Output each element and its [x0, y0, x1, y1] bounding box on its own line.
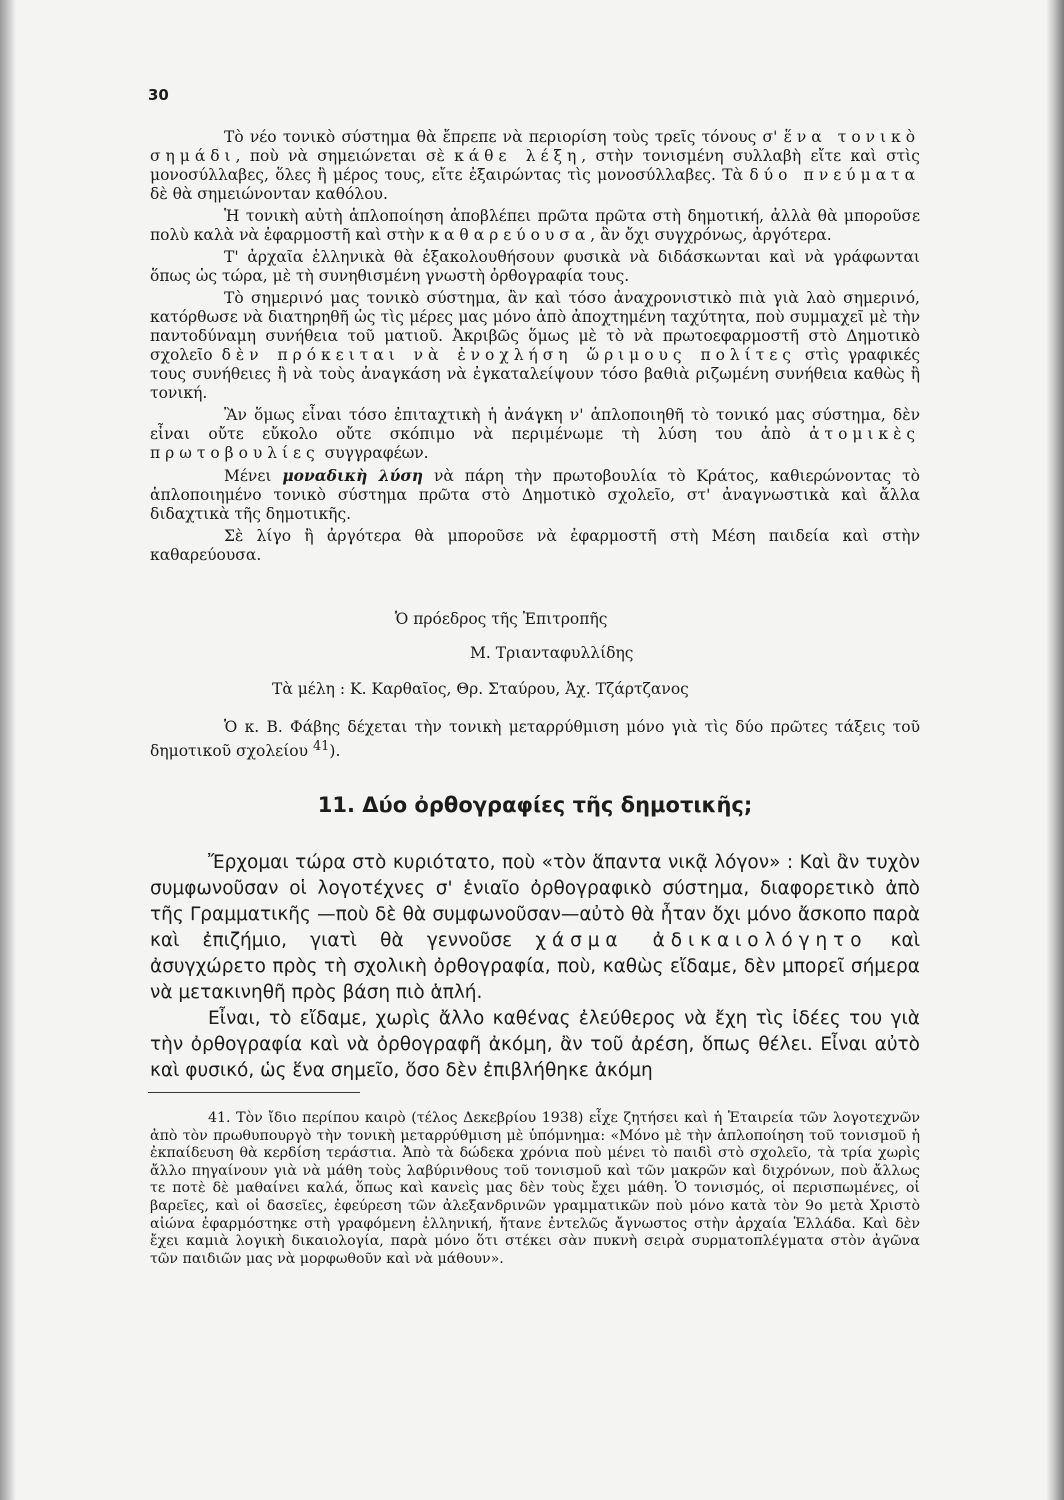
paragraph: Ὁ κ. Β. Φάβης δέχεται τὴν τονικὴ μεταρρύθμιση μόνο γιὰ τὶς δύο πρῶτες τάξεις τοῦ δημοτικοῦ σχολείου $^{41}$). [150, 718, 920, 761]
page-number: 30 [148, 86, 169, 104]
footnote-ref: 41 [312, 739, 330, 754]
paragraph: Τ' ἀρχαῖα ἑλληνικὰ θὰ ἐξακολουθήσουν φυσικὰ νὰ διδάσκωνται καὶ νὰ γράφωνται ὅπως ὡς τώρα, μὲ τὴ συνηθισμένη γνωστὴ ὀρθογραφία τους. [150, 248, 920, 285]
signature-name: Μ. Τριανταφυλλίδης [470, 644, 634, 662]
footnote-text: 41. Τὸν ἴδιο περίπου καιρὸ (τέλος Δεκεβρίου 1938) εἶχε ζητήσει καὶ ἡ Ἑταιρεία τῶν λογοτεχνῶν ἀπὸ τὸν πρωθυπουργὸ τὴν τονικὴ μεταρρύθμιση μὲ ὑπόμνημα: «Μόνο μὲ τὴν ἁπλοποίηση τοῦ τονισμοῦ ἡ ἐκπαίδευση θὰ κερδίση τεράστια. Ἀπὸ τὰ δώδεκα χρόνια ποὺ μένει τὸ παιδὶ στὸ σχολεῖο, τὰ τρία χωρὶς ἄλλο πηγαίνουν γιὰ νὰ μάθη τοὺς λαβύρινθους τοῦ τονισμοῦ καὶ τῶν μακρῶν καὶ διχρόνων, ποὺ ἄλλως τε ποτὲ δὲ μαθαίνει καλά, ὅπως καὶ κανεὶς μας δὲν τοὺς ἔχει μάθη. Ὁ τονισμός, οἱ περισπωμένες, οἱ βαρεῖες, καὶ οἱ δασεῖες, ἐφεύρεση τῶν ἀλεξανδρινῶν γραμματικῶν ποὺ μόνο κατὰ τὸν 9ο μετὰ Χριστὸ αἰώνα ἐφαρμόστηκε στὴ γραφόμενη ἑλληνική, ἤτανε ἐντελῶς ἄγνωστος στὴν ἀρχαία Ἑλλάδα. Καὶ δὲν ἔχει καμιὰ λογικὴ δικαιολογία, παρὰ μόνο ὅτι στέκει σὰν πυκνὴ σειρὰ συρματοπλέγματα στὸν ἀγῶνα τῶν παιδιῶν μας νὰ μορφωθοῦν καὶ νὰ μάθουν». [150, 1110, 920, 1267]
members-names: Κ. Καρθαῖος, Θρ. Σταύρου, Ἀχ. Τζάρτζανος [350, 680, 689, 698]
paragraph: Ἡ τονικὴ αὐτὴ ἁπλοποίηση ἀποβλέπει πρῶτα πρῶτα στὴ δημοτική, ἀλλὰ θὰ μποροῦσε πολὺ καλὰ νὰ ἐφαρμοστῆ καὶ στὴν καθαρεύουσα, ἂν ὄχι συγχρόνως, ἀργότερα. [150, 207, 920, 244]
paragraph: Ἔρχομαι τώρα στὸ κυριότατο, ποὺ «τὸν ἅπαντα νικᾷ λόγον» : Καὶ ἂν τυχὸν συμφωνοῦσαν οἱ λογοτέχνες σ' ἑνιαῖο ὀρθογραφικὸ σύστημα, διαφορετικὸ ἀπὸ τῆς Γραμματικῆς —ποὺ δὲ θὰ συμφωνοῦσαν—αὐτὸ θὰ ἦταν ὄχι μόνο ἄσκοπο παρὰ καὶ ἐπιζήμιο, γιατὶ θὰ γεννοῦσε χάσμα ἀδικαιολόγητο καὶ ἀσυγχώρετο πρὸς τὴ σχολικὴ ὀρθογραφία, ποὺ, καθὼς εἴδαμε, δὲν μπορεῖ σήμερα νὰ μετακινηθῆ πρὸς βάση πιὸ ἁπλή. [150, 852, 921, 1003]
paragraph: Μένει μοναδικὴ λύση νὰ πάρη τὴν πρωτοβουλία τὸ Κράτος, καθιερώνοντας τὸ ἁπλοποιημένο τονικὸ σύστημα πρῶτα στὸ Δημοτικὸ σχολεῖο, στ' ἀναγνωστικὰ καὶ ἄλλα διδαχτικὰ τῆς δημοτικῆς. [150, 466, 920, 523]
paragraph: Σὲ λίγο ἢ ἀργότερα θὰ μποροῦσε νὰ ἐφαρμοστῆ στὴ Μέση παιδεία καὶ στὴν καθαρεύουσα. [150, 527, 920, 564]
scan-right-edge [1046, 0, 1064, 1500]
section-heading: 11. Δύο ὀρθογραφίες τῆς δημοτικῆς; [317, 793, 753, 817]
signature-members [272, 680, 689, 698]
paragraph: Τὸ νέο τονικὸ σύστημα θὰ ἔπρεπε νὰ περιορίση τοὺς τρεῖς τόνους σ' ἕνα τονικὸ σημάδι, ποὺ νὰ σημειώνεται σὲ κάθε λέξη, στὴν τονισμένη συλλαβὴ εἴτε καὶ στὶς μονοσύλλαβες, ὅλες ἢ μέρος τους, εἴτε ἐξαιρώντας τὶς μονοσύλλαβες. Τὰ δύο πνεύματα δὲ θὰ σημειώνονταν καθόλου. [150, 128, 920, 203]
scan-left-edge [0, 0, 16, 1500]
paragraph: Τὸ σημερινό μας τονικὸ σύστημα, ἂν καὶ τόσο ἀναχρονιστικὸ πιὰ γιὰ λαὸ σημερινό, κατόρθωσε νὰ διατηρηθῆ ὡς τὶς μέρες μας μόνο ἀπὸ ἀποχτημένη ταχύτητα, ποὺ συμμαχεῖ μὲ τὴν παντοδύναμη συνήθεια τοῦ ματιοῦ. Ἀκριβῶς ὅμως μὲ τὸ νὰ πρωτοεφαρμοστῆ στὸ Δημοτικὸ σχολεῖο δὲν πρόκειται νὰ ἐνοχλήση ὥριμους πολίτες στὶς γραφικές τους συνήθειες ἢ νὰ τοὺς ἀναγκάση νὰ ἐγκαταλείψουν τόσο βαθιὰ ριζωμένη συνήθεια καθὼς ἢ τονική. [150, 289, 920, 402]
paragraph: Ἂν ὅμως εἶναι τόσο ἐπιταχτικὴ ἡ ἀνάγκη ν' ἁπλοποιηθῆ τὸ τονικό μας σύστημα, δὲν εἶναι οὔτε εὔκολο οὔτε σκόπιμο νὰ περιμένωμε τὴ λύση του ἀπὸ ἀτομικὲς πρωτοβουλίες συγγραφέων. [150, 406, 920, 462]
body-text-top [150, 128, 920, 568]
members-label: Τὰ μέλη : [272, 680, 346, 698]
fabis-note [150, 718, 920, 764]
footnote [150, 1110, 920, 1268]
body-text-main [150, 850, 920, 1084]
signature-role: Ὁ πρόεδρος τῆς Ἐπιτροπῆς [395, 610, 608, 628]
footnote-rule [148, 1092, 360, 1093]
paragraph: Εἶναι, τὸ εἴδαμε, χωρὶς ἄλλο καθένας ἐλεύθερος νὰ ἔχη τὶς ἰδέες του γιὰ τὴν ὀρθογραφία καὶ νὰ ὀρθογραφῆ ἀκόμη, ἂν τοῦ ἀρέση, ὅπως θέλει. Εἶναι αὐτὸ καὶ φυσικό, ὡς ἕνα σημεῖο, ὅσο δὲν ἐπιβλήθηκε ἀκόμη [150, 1008, 920, 1081]
